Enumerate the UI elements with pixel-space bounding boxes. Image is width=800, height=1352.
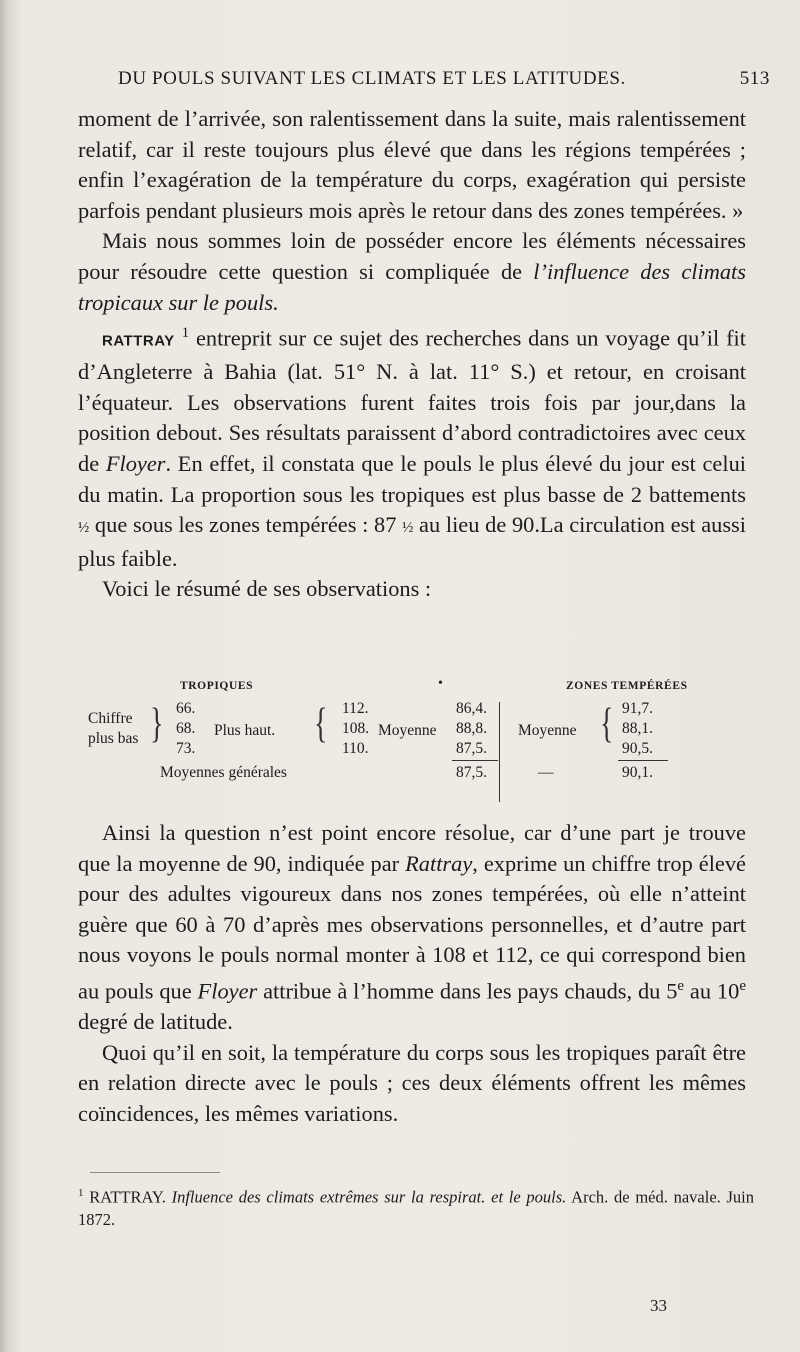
- paragraph-3: [78, 318, 746, 574]
- paragraph-1-text: moment de l’arrivée, son ralentissement dans la suite, mais ralentissement relatif, car il reste toujours plus élevé que dans les régions tempérées ; enfin l’exagération de la température du corps, exagération qui persiste parfois pendant plusieurs mois après le retour dans des zones tempérées. »: [78, 106, 746, 223]
- low-value: 66.: [176, 700, 196, 717]
- paragraph-3-text-a: entreprit sur ce sujet des recherches dans un voyage qu’il fit d’Angleterre à Bahia (lat. 51° N. à lat. 11° S.) et retour, en croisant l’équateur. Les observations furent faites trois fois par jour,dans la position debout. Ses résultats paraissent d’abord contradictoires avec ceux de: [78, 325, 746, 476]
- paragraph-1: [78, 104, 746, 226]
- general-average-zones: 90,1.: [622, 764, 653, 781]
- brace-plus-haut: {: [314, 701, 328, 748]
- moyenne-value: 87,5.: [456, 740, 487, 757]
- ordinal-sup: e: [677, 977, 685, 994]
- paragraph-2: [78, 226, 746, 318]
- paragraph-5-text-c: attribue à l’homme dans les pays chauds, du 5: [257, 978, 678, 1004]
- ordinal-sup-2: e: [739, 977, 746, 994]
- fraction-half-2: ½: [402, 520, 414, 537]
- zone-value: 88,1.: [622, 720, 653, 737]
- general-average-tropiques: 87,5.: [456, 764, 487, 781]
- header-zones: ZONES TEMPÉRÉES: [566, 680, 688, 692]
- moyenne-label: Moyenne: [378, 722, 437, 739]
- header-bullet: •: [438, 676, 443, 691]
- moyenne-label-zones: Moyenne: [518, 722, 577, 739]
- footnote-author: RATTRAY.: [89, 1187, 166, 1207]
- header-tropiques: TROPIQUES: [180, 680, 254, 692]
- rattray-name: Rattray: [405, 850, 473, 876]
- paragraph-5-text-b: , exprime un chiffre trop élevé pour des adultes vigoureux dans nos zones tempérées, où elle n’atteint guère que 60 à 70 d’après mes observations personnelles, et d’autre part nous voyons le pouls normal monter à 108 et 112, ce qui correspond bien au pouls que: [78, 850, 746, 1004]
- paragraph-5: [78, 818, 746, 1038]
- zone-value: 91,7.: [622, 700, 653, 717]
- footnote: [78, 1182, 754, 1231]
- high-value: 108.: [342, 720, 370, 737]
- low-value: 73.: [176, 740, 196, 757]
- general-average-dash: —: [538, 764, 554, 781]
- moyenne-value: 86,4.: [456, 700, 487, 717]
- paragraph-6: [78, 1038, 746, 1130]
- fraction-half: ½: [78, 520, 90, 537]
- high-value: 110.: [342, 740, 369, 757]
- paragraph-4-text: Voici le résumé de ses observations :: [102, 576, 432, 602]
- row-label-chiffre: Chiffre: [88, 710, 133, 727]
- paragraph-3-text-b: . En effet, il constata que le pouls le plus élevé du jour est celui du matin. La proportion sous les tropiques est plus basse de 2 battements: [78, 451, 746, 507]
- observations-table: [80, 676, 760, 790]
- brace-left: }: [150, 701, 164, 748]
- column-divider: [499, 702, 500, 802]
- paragraph-5-text-d: au 10: [684, 978, 740, 1004]
- paragraph-3-text-c: que sous les zones tempérées : 87: [89, 512, 403, 538]
- footnote-source: Arch. de méd. navale. Juin 1872.: [78, 1187, 755, 1229]
- body-text-lower: [78, 818, 746, 1129]
- floyer-name: Floyer: [105, 451, 166, 476]
- paragraph-5-text-a: Ainsi la question n’est point encore résolue, car d’une part je trouve que la moyenne de 90, indiquée par: [78, 820, 746, 876]
- paragraph-3-text-d: au lieu de 90.La circulation est aussi plus faible.: [78, 512, 746, 571]
- high-value: 112.: [342, 700, 369, 717]
- brace-zones: {: [600, 701, 614, 748]
- author-name: RATTRAY: [102, 332, 175, 350]
- footnote-title: Influence des climats extrêmes sur la respirat. et le pouls.: [171, 1187, 567, 1207]
- zone-value: 90,5.: [622, 740, 653, 757]
- footnote-rule: [90, 1172, 220, 1173]
- general-average-label: Moyennes générales: [160, 764, 287, 781]
- footnote-ref: 1: [181, 325, 190, 342]
- sum-rule-zones: [618, 760, 668, 761]
- paragraph-4: [78, 574, 746, 605]
- running-head: [118, 68, 770, 90]
- running-head-title: DU POULS SUIVANT LES CLIMATS ET LES LATITUDES.: [118, 68, 626, 89]
- body-text-upper: [78, 104, 746, 605]
- moyenne-value: 88,8.: [456, 720, 487, 737]
- row-label-plus-bas: plus bas: [88, 730, 139, 747]
- paragraph-5-text-e: degré de latitude.: [78, 1009, 233, 1035]
- footnote-marker: 1: [78, 1187, 84, 1199]
- plus-haut-label: Plus haut.: [214, 722, 276, 739]
- paragraph-6-text: Quoi qu’il en soit, la température du corps sous les tropiques paraît être en relation directe avec le pouls ; ces deux éléments offrent les mêmes coïncidences, les mêmes variations.: [78, 1039, 746, 1126]
- floyer-name-2: Floyer: [197, 978, 258, 1004]
- low-value: 68.: [176, 720, 196, 737]
- signature-folio: 33: [650, 1296, 667, 1315]
- page-number: 513: [739, 68, 770, 89]
- paragraph-2-italic: l’influence des climats tropicaux sur le pouls.: [78, 258, 746, 315]
- sum-rule-tropiques: [452, 760, 498, 761]
- paragraph-2-text: Mais nous sommes loin de posséder encore les éléments nécessaires pour résoudre cette question si compliquée de: [78, 228, 746, 284]
